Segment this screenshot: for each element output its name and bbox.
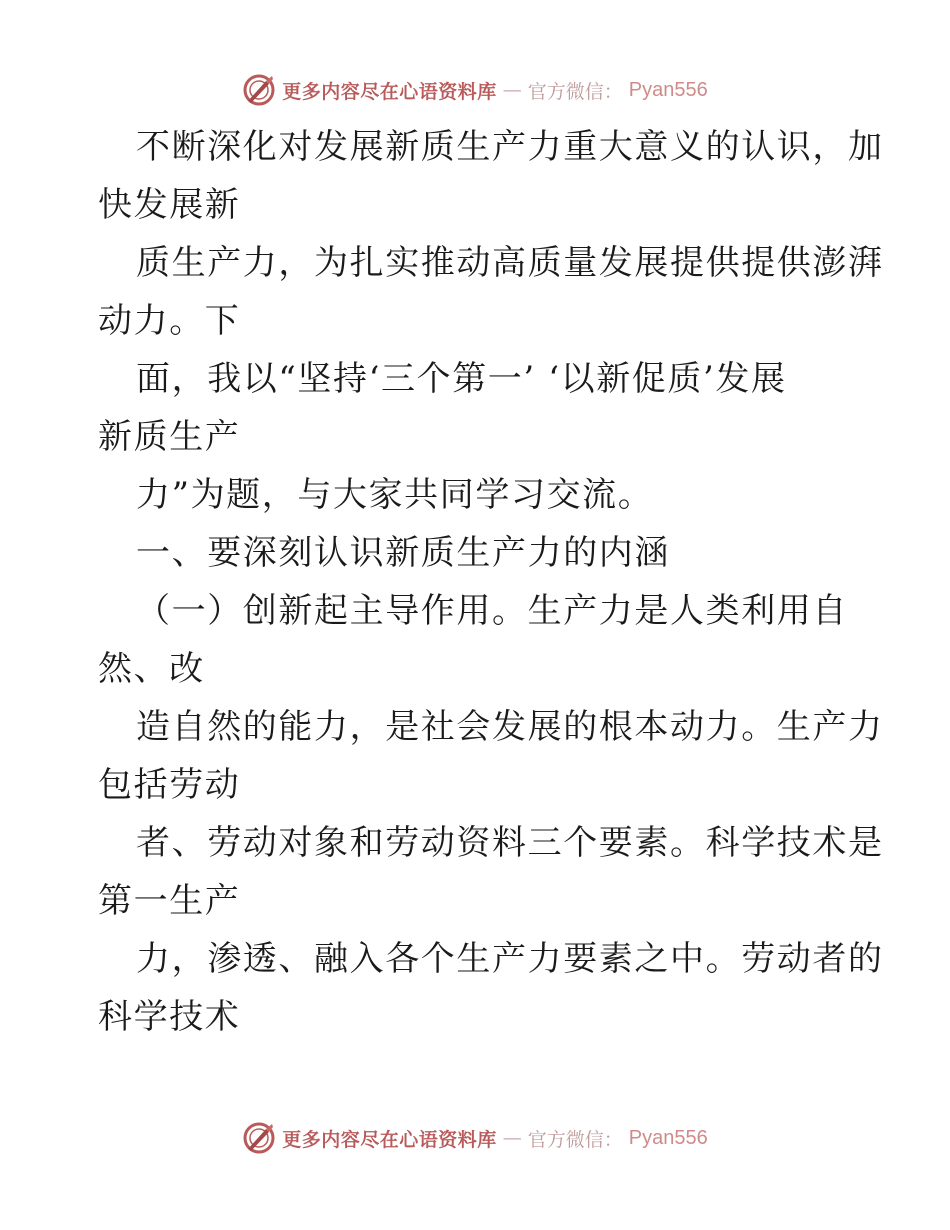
quill-seal-icon (242, 1121, 276, 1155)
text-line: 然、改 (98, 649, 205, 689)
document-body (98, 118, 884, 1046)
banner-wechat-label: 官方微信： (527, 1128, 623, 1151)
banner-separator: — (502, 1127, 522, 1149)
banner-wechat-id: Pyan556 (628, 78, 708, 101)
footer-banner (0, 1118, 950, 1158)
text-line: 者、劳动对象和劳动资料三个要素。科学技术是 (136, 823, 884, 863)
text-line: 科学技术 (98, 997, 241, 1037)
text-line: 不断深化对发展新质生产力重大意义的认识，加 (136, 127, 884, 167)
text-line: 第一生产 (98, 881, 241, 921)
text-line: 快发展新 (98, 185, 241, 225)
section-heading: 一、要深刻认识新质生产力的内涵 (136, 533, 670, 573)
text-line: （一）创新起主导作用。生产力是人类利用自 (136, 591, 848, 631)
text-line: 造自然的能力，是社会发展的根本动力。生产力 (136, 707, 884, 747)
text-line: 动力。下 (98, 301, 241, 341)
banner-wechat-id: Pyan556 (628, 1126, 708, 1149)
text-line: 新质生产 (98, 417, 241, 457)
text-line: 力”为题，与大家共同学习交流。 (136, 475, 654, 515)
banner-separator: — (502, 79, 522, 101)
text-line: 质生产力，为扎实推动高质量发展提供提供澎湃 (136, 243, 884, 283)
text-line: 面，我以“坚持‘三个第一’ ‘以新促质’发展 (136, 359, 787, 399)
text-line: 力，渗透、融入各个生产力要素之中。劳动者的 (136, 939, 884, 979)
header-banner (0, 70, 950, 110)
banner-main-text: 更多内容尽在心语资料库 (282, 1128, 497, 1151)
quill-seal-icon (242, 73, 276, 107)
text-line: 包括劳动 (98, 765, 241, 805)
banner-main-text: 更多内容尽在心语资料库 (282, 80, 497, 103)
banner-wechat-label: 官方微信： (527, 80, 623, 103)
